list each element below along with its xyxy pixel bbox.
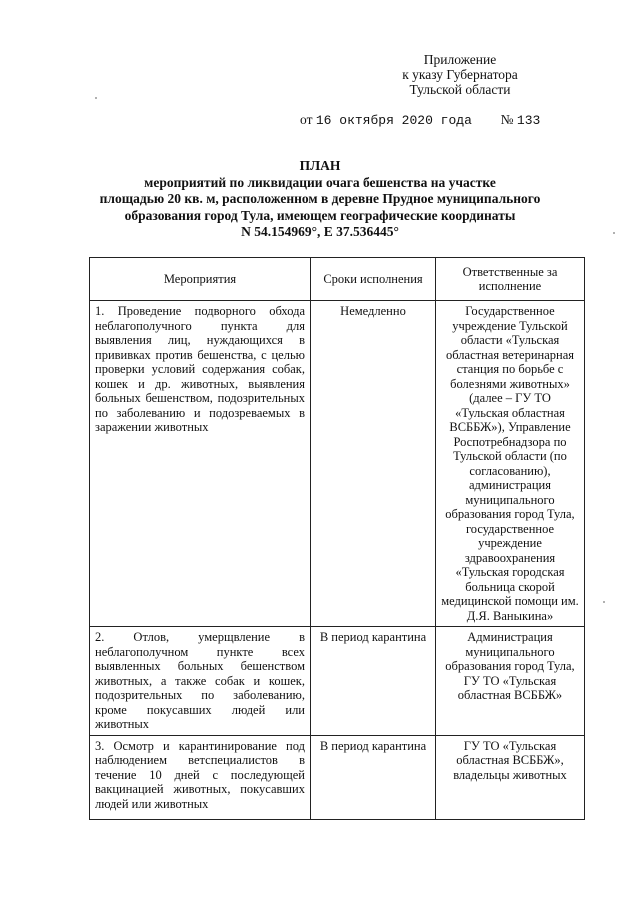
- heading-line-1: мероприятий по ликвидации очага бешенства на участке: [144, 174, 496, 190]
- table-row: [90, 301, 585, 627]
- order-number: 133: [516, 113, 541, 128]
- table-row: [90, 735, 585, 819]
- scan-speck: [613, 232, 615, 234]
- document-title: ПЛАН: [299, 158, 341, 173]
- appendix-line-1: Приложение: [423, 52, 497, 67]
- row-3-responsible: ГУ ТО «Тульская областная ВСББЖ», владельцы животных: [436, 735, 585, 819]
- table-row: [90, 627, 585, 736]
- heading-line-4: N 54.154969°, E 37.536445°: [241, 224, 399, 239]
- row-2-deadline: В период карантина: [311, 627, 436, 736]
- plan-table: [89, 257, 585, 820]
- order-number-label: №: [500, 112, 514, 127]
- order-from-label: от: [300, 112, 313, 127]
- scan-speck: [95, 97, 97, 99]
- row-3-activity: 3. Осмотр и карантинирование под наблюдением ветспециалистов в течение 10 дней с последующей вакцинацией животных, покусавших людей или животных: [90, 735, 311, 819]
- order-date-number: [300, 112, 600, 128]
- scan-speck: [603, 601, 605, 603]
- row-1-activity: 1. Проведение подворного обхода неблагополучного пункта для выявления лиц, нуждающихся в прививках против бешенства, с целью проверки условий содержания собак, кошек и др. животных, выявления больных бешенством, подозрительных по заболеванию и подозреваемых в заражении животных: [90, 301, 311, 627]
- appendix-line-2: к указу Губернатора: [402, 67, 518, 82]
- row-3-deadline: В период карантина: [311, 735, 436, 819]
- header-deadlines: Сроки исполнения: [311, 258, 436, 301]
- header-activities: Мероприятия: [90, 258, 311, 301]
- appendix-block: [360, 52, 560, 97]
- row-2-responsible: Администрация муниципального образования город Тула, ГУ ТО «Тульская областная ВСББЖ»: [436, 627, 585, 736]
- row-1-deadline: Немедленно: [311, 301, 436, 627]
- appendix-line-3: Тульской области: [409, 82, 511, 97]
- document-heading: [60, 158, 580, 241]
- heading-line-2: площадью 20 кв. м, расположенном в деревне Прудное муниципального: [99, 191, 541, 206]
- row-2-activity: 2. Отлов, умерщвление в неблагополучном пункте всех выявленных больных бешенством животных, а также собак и кошек, подозрительных по заболеванию, кроме покусавших людей или животных: [90, 627, 311, 736]
- table-header-row: [90, 258, 585, 301]
- header-responsible: Ответственные за исполнение: [436, 258, 585, 301]
- heading-line-3: образования город Тула, имеющем географические координаты: [124, 207, 516, 223]
- row-1-responsible: Государственное учреждение Тульской области «Тульская областная ветеринарная станция по борьбе с болезнями животных» (далее – ГУ ТО «Тульская областная ВСББЖ»), Управление Роспотребнадзора по Тульской области (по согласованию), администрация муниципального образования город Тула, государственное учреждение здравоохранения «Тульская городская больница скорой медицинской помощи им. Д.Я. Ваныкина»: [436, 301, 585, 627]
- order-date: 16 октября 2020 года: [315, 113, 472, 128]
